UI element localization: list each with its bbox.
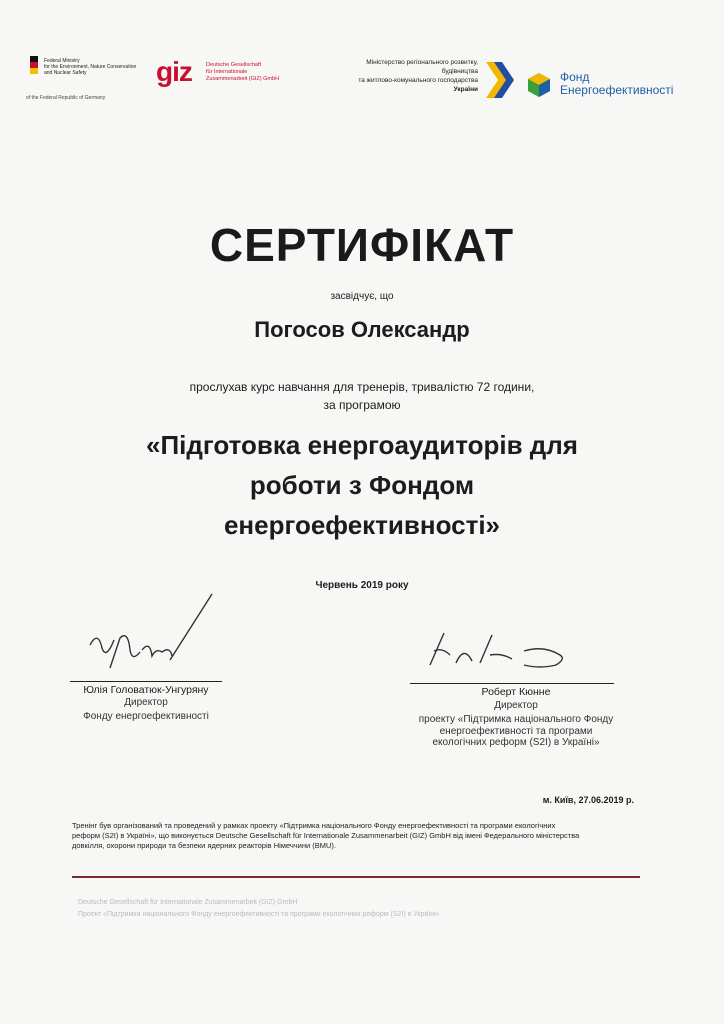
signature-2 [420, 625, 590, 675]
place-and-date: м. Київ, 27.06.2019 р. [542, 795, 634, 805]
giz-logo: giz [156, 56, 192, 87]
course-description: прослухав курс навчання для тренерів, тривалістю 72 години, [189, 380, 535, 394]
watermark-line-1: Deutsche Gesellschaft für Internationale Zusammenarbeit (GIZ) GmbH [78, 899, 298, 906]
certifies-text: засвідчує, що [330, 291, 394, 302]
ministry-logo-text: Міністерство регіонального розвитку, будівництва та житлово-комунального господарства України [358, 59, 478, 93]
giz-logo-text: Deutsche Gesellschaft für Internationale Zusammenarbeit (GIZ) GmbH [206, 62, 280, 82]
signatory-1-org: Фонду енергоефективності [83, 711, 209, 722]
program-title: «Підготовка енергоаудиторів для роботи з Фондом енергоефективності» [146, 430, 578, 540]
signature-line-2 [410, 683, 614, 684]
german-flag-icon [30, 56, 38, 74]
footnote: Тренінг був організований та проведений у рамках проекту «Підтримка національного Фонду енергоефективності та програми екологічних реформ (S2I) в Україні», що виконується Deutsche Gesellschaft für Internationale Zusammenarbeit (GIZ) GmbH від імені Федерального міністерства довкілля, охорони природи та безпеки ядерних реакторів Німеччини (BMU). [72, 821, 580, 850]
footer-divider [72, 876, 640, 878]
signatory-2-name: Роберт Кюнне [481, 686, 551, 698]
signatory-1-role: Директор [124, 697, 168, 708]
certificate-title: СЕРТИФІКАТ [209, 219, 515, 271]
watermark-line-2: Проект «Підтримка національного Фонду енергоефективності та програми екологічних реформ (S2I) в Україні» [78, 911, 440, 918]
fund-logo-text: Фонд Енергоефективності [560, 70, 674, 97]
certificate-date: Червень 2019 року [315, 580, 409, 591]
signature-1 [80, 590, 220, 680]
course-program-label: за програмою [323, 398, 401, 412]
ministry-arrow-icon [484, 60, 516, 100]
bmu-subtitle: of the Federal Republic of Germany [26, 95, 106, 101]
signatory-2-org: проекту «Підтримка національного Фонду енергоефективності та програми екологічних реформ (S2I) в Україні» [418, 714, 614, 748]
signatory-2-role: Директор [494, 700, 538, 711]
bmu-logo-text: Federal Ministry for the Environment, Nature Conservation and Nuclear Safety [44, 58, 137, 76]
recipient-name: Погосов Олександр [254, 317, 470, 342]
signatory-1-name: Юлія Головатюк-Унгуряну [83, 684, 209, 696]
fund-logo-icon [526, 72, 552, 98]
signature-line-1 [70, 681, 222, 682]
